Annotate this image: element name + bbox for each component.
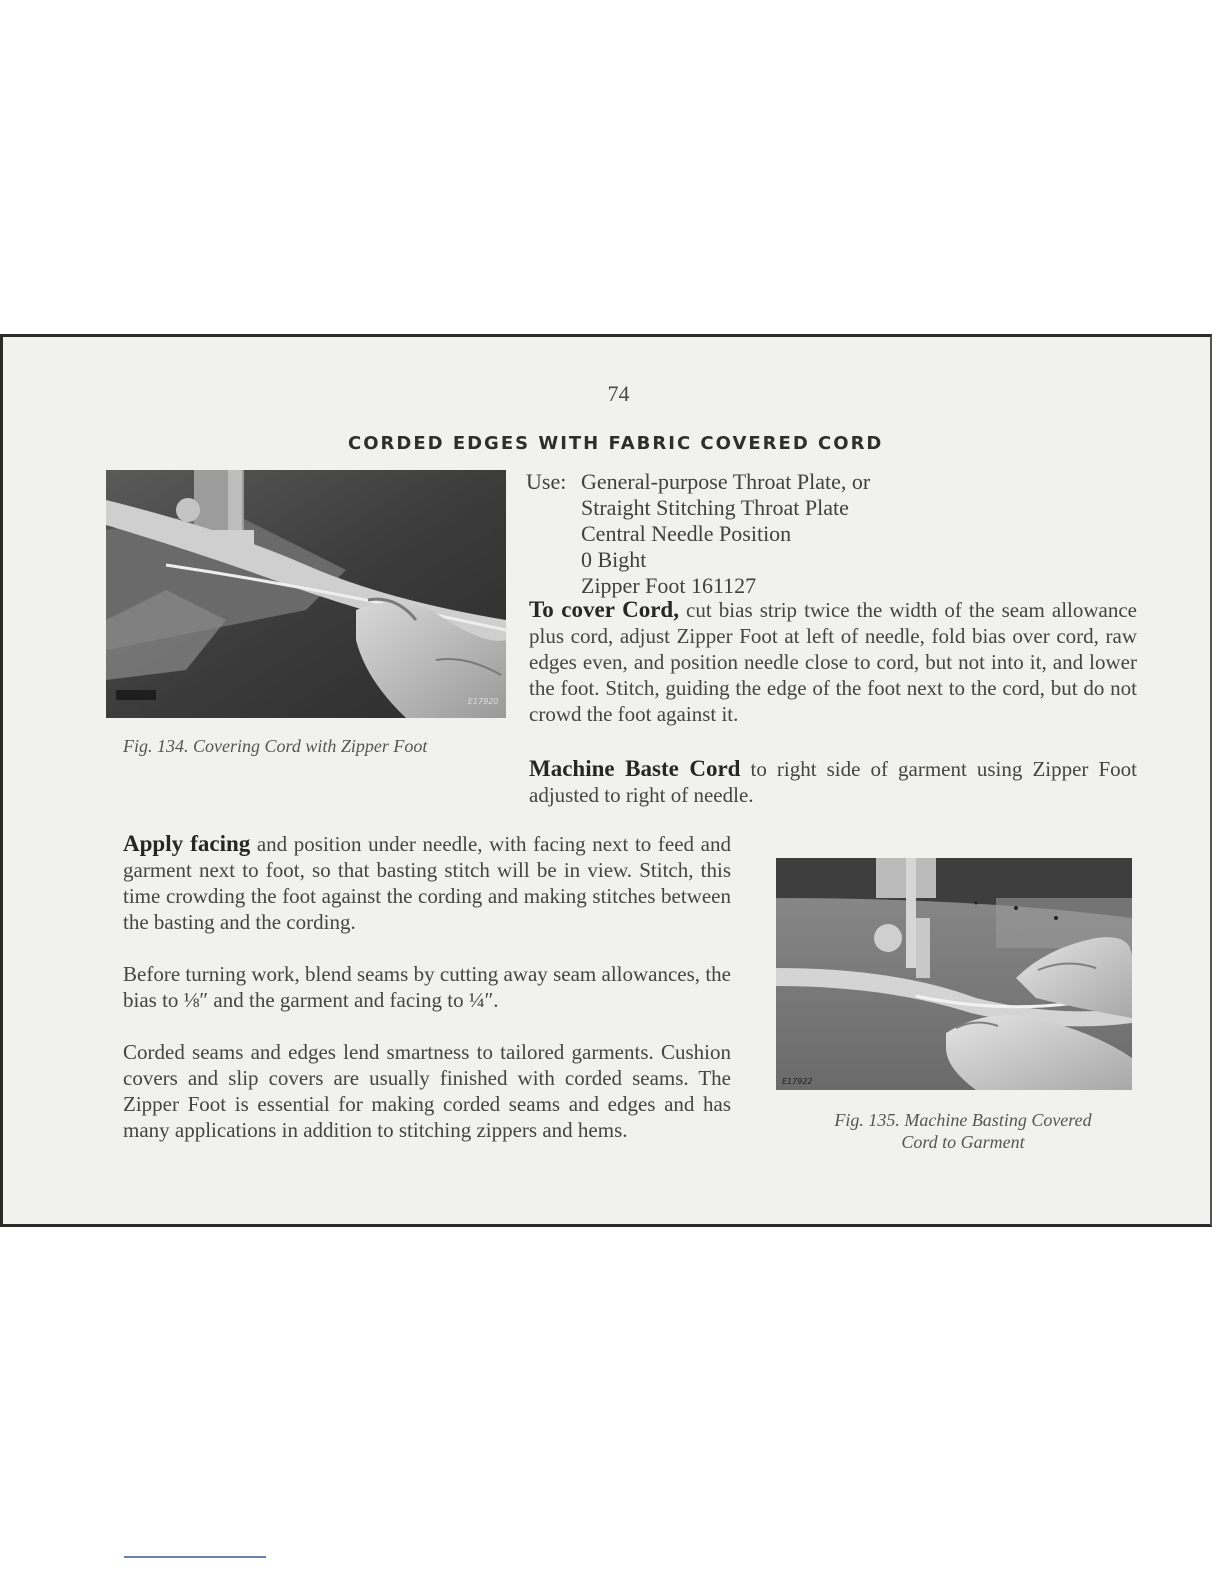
footer-rule bbox=[124, 1556, 266, 1558]
machine-baste-paragraph bbox=[529, 756, 1137, 808]
cover-cord-paragraph bbox=[529, 597, 1137, 727]
figure-134-caption: Fig. 134. Covering Cord with Zipper Foot bbox=[123, 736, 428, 756]
use-label: Use: bbox=[526, 469, 567, 494]
figure-134-photo bbox=[106, 470, 506, 718]
cover-cord-text: cut bias strip twice the width of the seam allowance plus cord, adjust Zipper Foot at left of needle, fold bias over cord, raw edges even, and position needle close to cord, but not into it, and lower the foot. Stitch, guiding the edge of the foot next to the cord, but do not crowd the foot against it. bbox=[529, 598, 1137, 726]
machine-basting-photo bbox=[776, 858, 1132, 1090]
use-settings bbox=[526, 469, 870, 599]
apply-facing-paragraph bbox=[123, 831, 731, 935]
manual-page bbox=[0, 334, 1212, 1227]
section-title: CORDED EDGES WITH FABRIC COVERED CORD bbox=[348, 433, 884, 454]
use-item: 0 Bight bbox=[581, 547, 647, 572]
use-item: General-purpose Throat Plate, or bbox=[581, 469, 871, 494]
corded-seams-paragraph: Corded seams and edges lend smartness to tailored garments. Cushion covers and slip covers are usually finished with corded seams. The Zipper Foot is essential for making corded seams and edges and has many applications in addition to stitching zippers and hems. bbox=[123, 1040, 731, 1142]
apply-facing-text: and position under needle, with facing next to feed and garment next to foot, so that basting stitch will be in view. Stitch, this time crowding the foot against the cording and making stitches between the basting and the cording. bbox=[123, 832, 731, 934]
figure-135-code: E17922 bbox=[782, 1077, 813, 1086]
use-item: Straight Stitching Throat Plate bbox=[581, 495, 849, 520]
apply-facing-lead: Apply facing bbox=[123, 831, 251, 856]
use-item: Zipper Foot 161127 bbox=[581, 573, 757, 598]
machine-baste-text: to right side of garment using Zipper Foot adjusted to right of needle. bbox=[529, 757, 1137, 807]
machine-baste-lead: Machine Baste Cord bbox=[529, 756, 741, 781]
figure-135-caption: Fig. 135. Machine Basting Covered Cord to Garment bbox=[834, 1110, 1092, 1152]
figure-135-photo bbox=[776, 858, 1132, 1090]
figure-134-code: E17920 bbox=[468, 697, 499, 706]
before-turning-paragraph: Before turning work, blend seams by cutting away seam allowances, the bias to ⅛″ and the garment and facing to ¼″. bbox=[123, 962, 731, 1012]
page-number: 74 bbox=[607, 381, 630, 406]
cover-cord-lead: To cover Cord, bbox=[529, 597, 679, 622]
covering-cord-photo bbox=[106, 470, 506, 718]
use-item: Central Needle Position bbox=[581, 521, 792, 546]
